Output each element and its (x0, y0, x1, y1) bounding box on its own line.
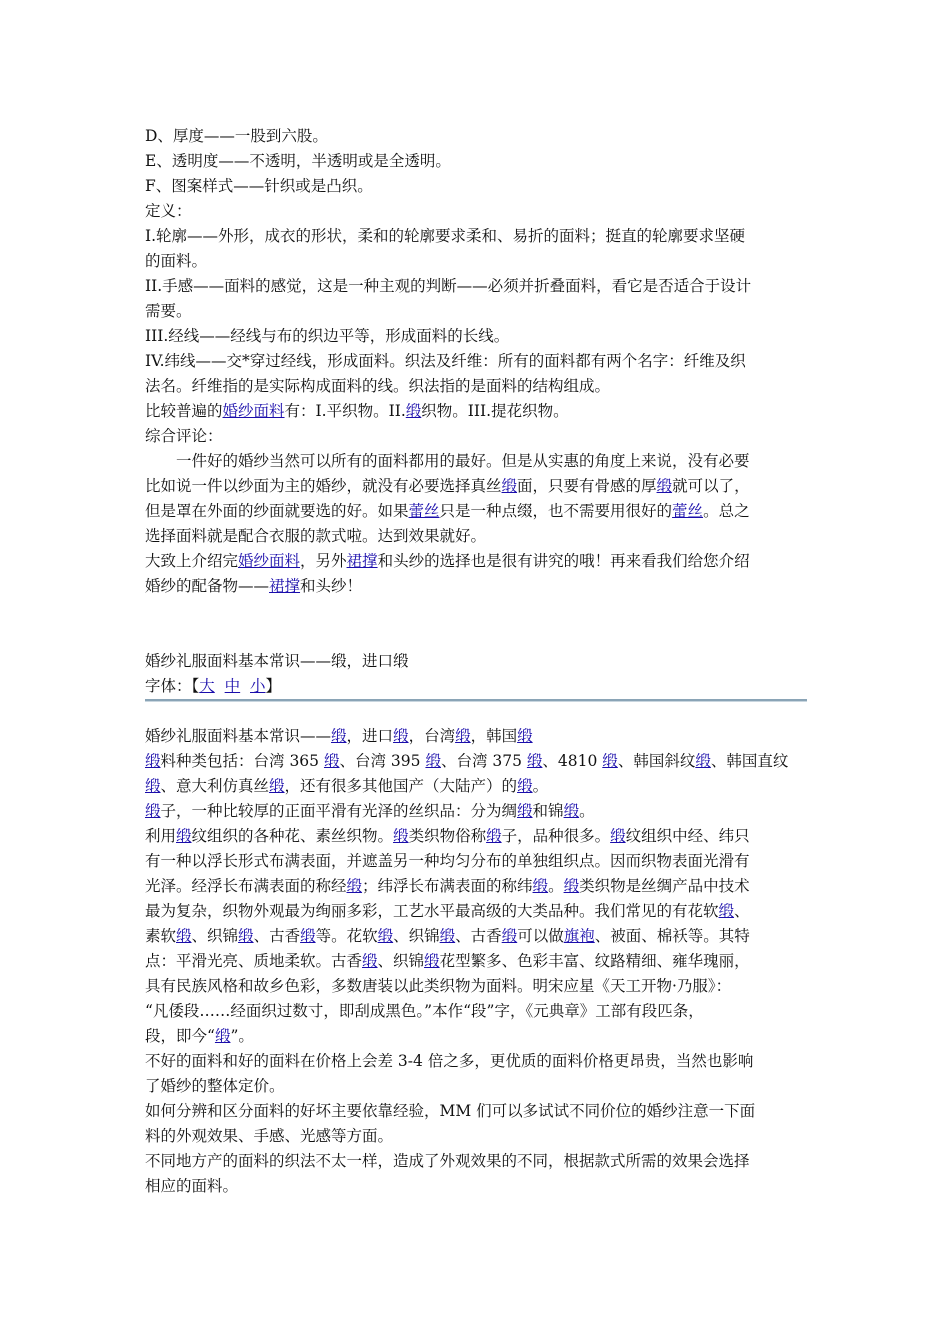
text-line: I.轮廓——外形，成衣的形状，柔和的轮廓要求柔和、易折的面料；挺直的轮廓要求坚硬 (145, 227, 746, 245)
text-line: 选择面料就是配合衣服的款式啦。达到效果就好。 (145, 527, 487, 545)
text-span: 比较普遍的 (145, 402, 223, 420)
text-span: 料种类包括：台湾 365 (160, 752, 324, 770)
satin-link[interactable]: 缎 (393, 727, 409, 745)
satin-link[interactable]: 缎 (486, 827, 502, 845)
text-line (145, 774, 807, 799)
text-span: ，台湾 (408, 727, 456, 745)
text-line: “凡倭段……经面织过数寸，即刮成黑色。”本作“段”字，《元典章》工部有段匹条， (145, 1002, 704, 1020)
satin-link[interactable]: 缎 (602, 752, 618, 770)
text-line (145, 749, 807, 774)
text-span: 、织锦 (377, 952, 425, 970)
text-span: 织物。III.提花织物。 (421, 402, 569, 420)
text-span: 就可以了， (672, 477, 750, 495)
text-line: D、厚度——一股到六股。 (145, 127, 328, 145)
text-span: ，另外 (300, 552, 347, 570)
text-line (145, 799, 807, 824)
article-heading (145, 724, 807, 749)
text-span: 、 (734, 902, 750, 920)
text-span: 可以做 (517, 927, 564, 945)
satin-link[interactable]: 缎 (424, 952, 440, 970)
text-span: 、4810 (542, 752, 603, 770)
satin-link[interactable]: 缎 (718, 902, 735, 920)
satin-link[interactable]: 缎 (393, 827, 409, 845)
satin-link[interactable]: 缎 (526, 752, 543, 770)
text-span: 。 (548, 877, 564, 895)
satin-link[interactable]: 缎 (269, 777, 285, 795)
text-span: 、织锦 (393, 927, 440, 945)
text-span: 和头纱的选择也是很有讲究的哦！再来看我们给您介绍 (377, 552, 750, 570)
text-line: E、透明度——不透明，半透明或是全透明。 (145, 152, 451, 170)
font-size-selector (145, 674, 807, 699)
satin-link[interactable]: 缎 (425, 752, 441, 770)
satin-link[interactable]: 缎 (656, 477, 673, 495)
satin-link[interactable]: 缎 (501, 927, 518, 945)
text-line: 如何分辨和区分面料的好坏主要依靠经验，MM 们可以多试试不同价位的婚纱注意一下面 (145, 1102, 756, 1120)
text-span: 类织物是丝绸产品中技术 (579, 877, 750, 895)
text-span: 和锦 (532, 802, 564, 820)
text-line: 了婚纱的整体定价。 (145, 1077, 285, 1095)
text-line (145, 474, 807, 499)
text-span: 婚纱的配备物—— (145, 577, 270, 595)
article-section (145, 649, 807, 1199)
common-fabrics-line (145, 399, 807, 424)
document-page (145, 124, 807, 1199)
satin-link[interactable]: 缎 (346, 877, 363, 895)
article-title: 婚纱礼服面料基本常识——缎，进口缎 (145, 652, 409, 670)
text-line (145, 949, 807, 974)
satin-link[interactable]: 缎 (331, 727, 347, 745)
text-span: 、织锦 (191, 927, 239, 945)
text-line: F、图案样式——针织或是凸织。 (145, 177, 373, 195)
text-line: 需要。 (145, 302, 192, 320)
text-line (145, 549, 807, 574)
satin-link[interactable]: 缎 (300, 927, 316, 945)
text-line (145, 899, 807, 924)
satin-link[interactable]: 缎 (501, 477, 518, 495)
satin-link[interactable]: 缎 (176, 927, 192, 945)
satin-link[interactable]: 缎 (176, 827, 192, 845)
satin-link[interactable]: 缎 (214, 1027, 231, 1045)
text-line (145, 499, 807, 524)
text-line: 有一种以浮长形式布满表面，并遮盖另一种均匀分布的单独组织点。因而织物表面光滑有 (145, 852, 750, 870)
text-line (145, 874, 807, 899)
text-span: 最为复杂，织物外观最为绚丽多彩，工艺水平最高级的大类品种。我们常见的有花软 (145, 902, 719, 920)
text-span: 段，即今“ (145, 1027, 215, 1045)
text-span: ，还有很多其他国产（大陆产）的 (284, 777, 518, 795)
wedding-fabric-link[interactable]: 婚纱面料 (238, 552, 301, 570)
text-line: 具有民族风格和故乡色彩，多数唐装以此类织物为面料。明宋应星《天工开物·乃服》： (145, 977, 732, 995)
text-span: 光泽。经浮长布满表面的称经 (145, 877, 347, 895)
text-line: 料的外观效果、手感、光感等方面。 (145, 1127, 394, 1145)
text-line: II.手感——面料的感觉，这是一种主观的判断——必须并折叠面料，看它是否适合于设计 (145, 277, 752, 295)
satin-link[interactable]: 缎 (145, 802, 161, 820)
text-span: 面，只要有骨感的厚 (517, 477, 657, 495)
satin-link[interactable]: 缎 (439, 927, 456, 945)
text-span: 、被面、棉袄等。其特 (594, 927, 750, 945)
font-size-label: 字体：【 (145, 677, 200, 695)
text-span: 、台湾 395 (339, 752, 426, 770)
text-span: 、台湾 375 (440, 752, 527, 770)
lace-link[interactable]: 蕾丝 (672, 502, 704, 520)
petticoat-link[interactable]: 裙撑 (269, 577, 301, 595)
satin-link[interactable]: 缎 (405, 402, 422, 420)
text-span: 、韩国斜纹 (617, 752, 696, 770)
satin-link[interactable]: 缎 (563, 877, 580, 895)
text-span: 比如说一件以纱面为主的婚纱，就没有必要选择真丝 (145, 477, 502, 495)
text-span: ；纬浮长布满表面的称纬 (362, 877, 533, 895)
lace-link[interactable]: 蕾丝 (408, 502, 440, 520)
fabric-properties-section (145, 124, 807, 599)
satin-link[interactable]: 缎 (532, 877, 549, 895)
text-line (145, 924, 807, 949)
satin-link[interactable]: 缎 (517, 802, 533, 820)
text-span: 子，品种很多。 (501, 827, 611, 845)
text-span: 、古香 (455, 927, 502, 945)
text-span: 但是罩在外面的纱面就要选的好。如果 (145, 502, 409, 520)
text-span: 点：平滑光亮、质地柔软。古香 (145, 952, 363, 970)
font-medium-link[interactable]: 中 (224, 677, 241, 695)
satin-link[interactable]: 缎 (238, 927, 254, 945)
text-span: 有：I.平织物。II. (284, 402, 406, 420)
review-heading: 综合评论： (145, 427, 223, 445)
text-span: 婚纱礼服面料基本常识—— (145, 727, 332, 745)
text-span: 利用 (145, 827, 177, 845)
satin-link[interactable]: 缎 (145, 752, 161, 770)
text-span: 花型繁多、色彩丰富、纹路精细、雍华瑰丽， (439, 952, 750, 970)
satin-link[interactable]: 缎 (517, 727, 533, 745)
satin-link[interactable]: 缎 (610, 827, 626, 845)
text-line: 一件好的婚纱当然可以所有的面料都用的最好。但是从实惠的角度上来说，没有必要 (176, 452, 750, 470)
satin-link[interactable]: 缎 (377, 927, 394, 945)
font-small-link[interactable]: 小 (250, 677, 266, 695)
wedding-fabric-link[interactable]: 婚纱面料 (222, 402, 285, 420)
text-line: 法名。纤维指的是实际构成面料的线。织法指的是面料的结构组成。 (145, 377, 611, 395)
satin-link[interactable]: 缎 (362, 952, 378, 970)
text-line: IV.纬线——交*穿过经线，形成面料。织法及纤维：所有的面料都有两个名字：纤维及织 (145, 352, 746, 370)
satin-link[interactable]: 缎 (455, 727, 471, 745)
divider (145, 699, 807, 702)
text-line: 相应的面料。 (145, 1177, 239, 1195)
satin-link[interactable]: 缎 (695, 752, 711, 770)
font-large-link[interactable]: 大 (199, 677, 215, 695)
text-line: III.经线——经线与布的织边平等，形成面料的长线。 (145, 327, 510, 345)
text-span: 素软 (145, 927, 177, 945)
text-span: 类织物俗称 (408, 827, 487, 845)
qipao-link[interactable]: 旗袍 (563, 927, 595, 945)
text-span: 、意大利仿真丝 (160, 777, 270, 795)
petticoat-link[interactable]: 裙撑 (346, 552, 378, 570)
text-line: 不好的面料和好的面料在价格上会差 3-4 倍之多，更优质的面料价格更昂贵，当然也影响 (145, 1052, 754, 1070)
text-line (145, 824, 807, 849)
text-span: 子，一种比较厚的正面平滑有光泽的丝织品：分为绸 (160, 802, 518, 820)
text-span: 。 (579, 802, 595, 820)
text-span: 。 (532, 777, 549, 795)
text-span: 大致上介绍完 (145, 552, 239, 570)
text-span: 】 (265, 677, 282, 695)
definition-heading: 定义： (145, 202, 192, 220)
text-span: 、古香 (253, 927, 301, 945)
satin-link[interactable]: 缎 (563, 802, 580, 820)
satin-link[interactable]: 缎 (323, 752, 340, 770)
satin-link[interactable]: 缎 (517, 777, 533, 795)
text-span: 纹组织的各种花、素丝织物。 (191, 827, 394, 845)
text-line (145, 1024, 807, 1049)
text-span: 。总之 (703, 502, 750, 520)
text-span: 、韩国直纹 (710, 752, 789, 770)
satin-link[interactable]: 缎 (145, 777, 161, 795)
text-span: ”。 (230, 1027, 254, 1045)
text-span: 只是一种点缀，也不需要用很好的 (439, 502, 673, 520)
text-line (145, 574, 807, 599)
text-span: ，韩国 (470, 727, 518, 745)
text-line: 的面料。 (145, 252, 208, 270)
text-line: 不同地方产的面料的织法不太一样，造成了外观效果的不同，根据款式所需的效果会选择 (145, 1152, 750, 1170)
text-span: 等。花软 (315, 927, 378, 945)
text-span: ，进口 (346, 727, 394, 745)
text-span: 纹组织中经、纬只 (625, 827, 750, 845)
text-span: 和头纱！ (300, 577, 363, 595)
